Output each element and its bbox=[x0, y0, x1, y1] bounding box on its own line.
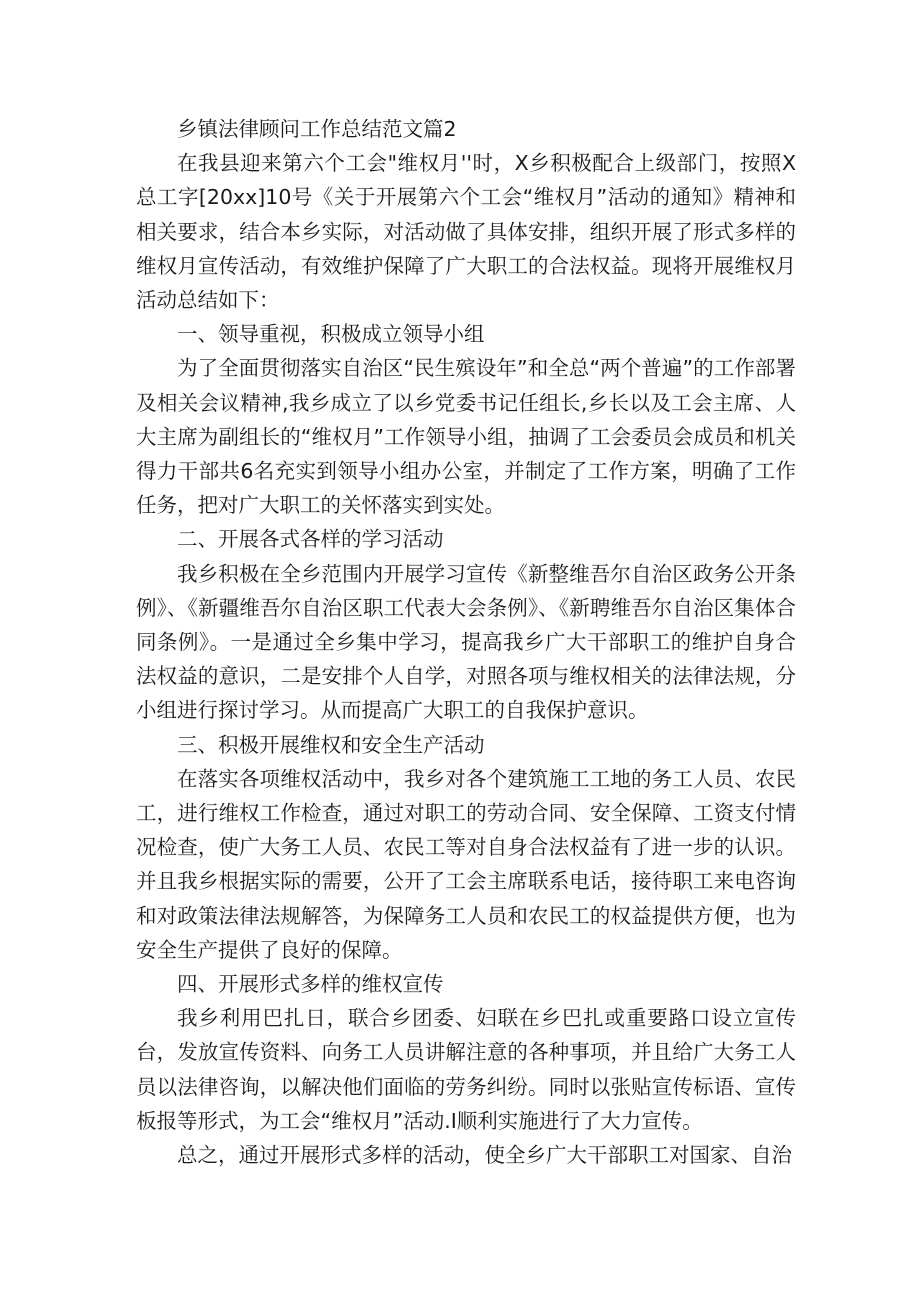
document-title: 乡镇法律顾问工作总结范文篇2 bbox=[177, 117, 457, 141]
intro-paragraph: 在我县迎来第六个工会"维权月''时，X乡积极配合上级部门，按照X总工字[20xx]10号《关于开展第六个工会“维权月”活动的通知》精神和相关要求，结合本乡实际，对活动做了具体安排，组织开展了形式多样的维权月宣传活动，有效维护保障了广大职工的合法权益。现将开展维权月活动总结如下： bbox=[136, 151, 796, 313]
section-paragraph-3: 在落实各项维权活动中，我乡对各个建筑施工工地的务工人员、农民工，进行维权工作检查，通过对职工的劳动合同、安全保障、工资支付情况检查，使广大务工人员、农民工等对自身合法权益有了进一步的认识。并且我乡根据实际的需要，公开了工会主席联系电话，接待职工来电咨询和对政策法律法规解答，为保障务工人员和农民工的权益提供方便，也为安全生产提供了良好的保障。 bbox=[136, 766, 796, 962]
section-heading-3: 三、积极开展维权和安全生产活动 bbox=[177, 732, 485, 757]
section-heading-4: 四、开展形式多样的维权宣传 bbox=[177, 972, 444, 997]
document-body bbox=[136, 112, 796, 1172]
section-heading-2: 二、开展各式各样的学习活动 bbox=[177, 527, 444, 552]
section-paragraph-4: 我乡利用巴扎日，联合乡团委、妇联在乡巴扎或重要路口设立宣传台，发放宣传资料、向务工人员讲解注意的各种事项，并且给广大务工人员以法律咨询，以解决他们面临的劳务纠纷。同时以张贴宣传标语、宣传板报等形式，为工会“维权月”活动.I顺利实施进行了大力宣传。 bbox=[136, 1006, 796, 1133]
section-paragraph-1: 为了全面贯彻落实自治区“民生殡设年”和全总“两个普遍”的工作部署及相关会议精神,我乡成立了以乡党委书记任组长,乡长以及工会主席、人大主席为副组长的“维权月”工作领导小组，抽调了工会委员会成员和机关得力干部共6名充实到领导小组办公室，并制定了工作方案，明确了工作任务，把对广大职工的关怀落实到实处。 bbox=[136, 356, 796, 518]
conclusion-paragraph: 总之，通过开展形式多样的活动，使全乡广大干部职工对国家、自治 bbox=[177, 1143, 792, 1168]
section-heading-1: 一、领导重视，积极成立领导小组 bbox=[177, 322, 485, 347]
section-paragraph-2: 我乡积极在全乡范围内开展学习宣传《新整维吾尔自治区政务公开条例》、《新疆维吾尔自治区职工代表大会条例》、《新聘维吾尔自治区集体合同条例》。一是通过全乡集中学习，提高我乡广大干部职工的维护自身合法权益的意识，二是安排个人自学，对照各项与维权相关的法律法规，分小组进行探讨学习。从而提高广大职工的自我保护意识。 bbox=[136, 561, 796, 723]
